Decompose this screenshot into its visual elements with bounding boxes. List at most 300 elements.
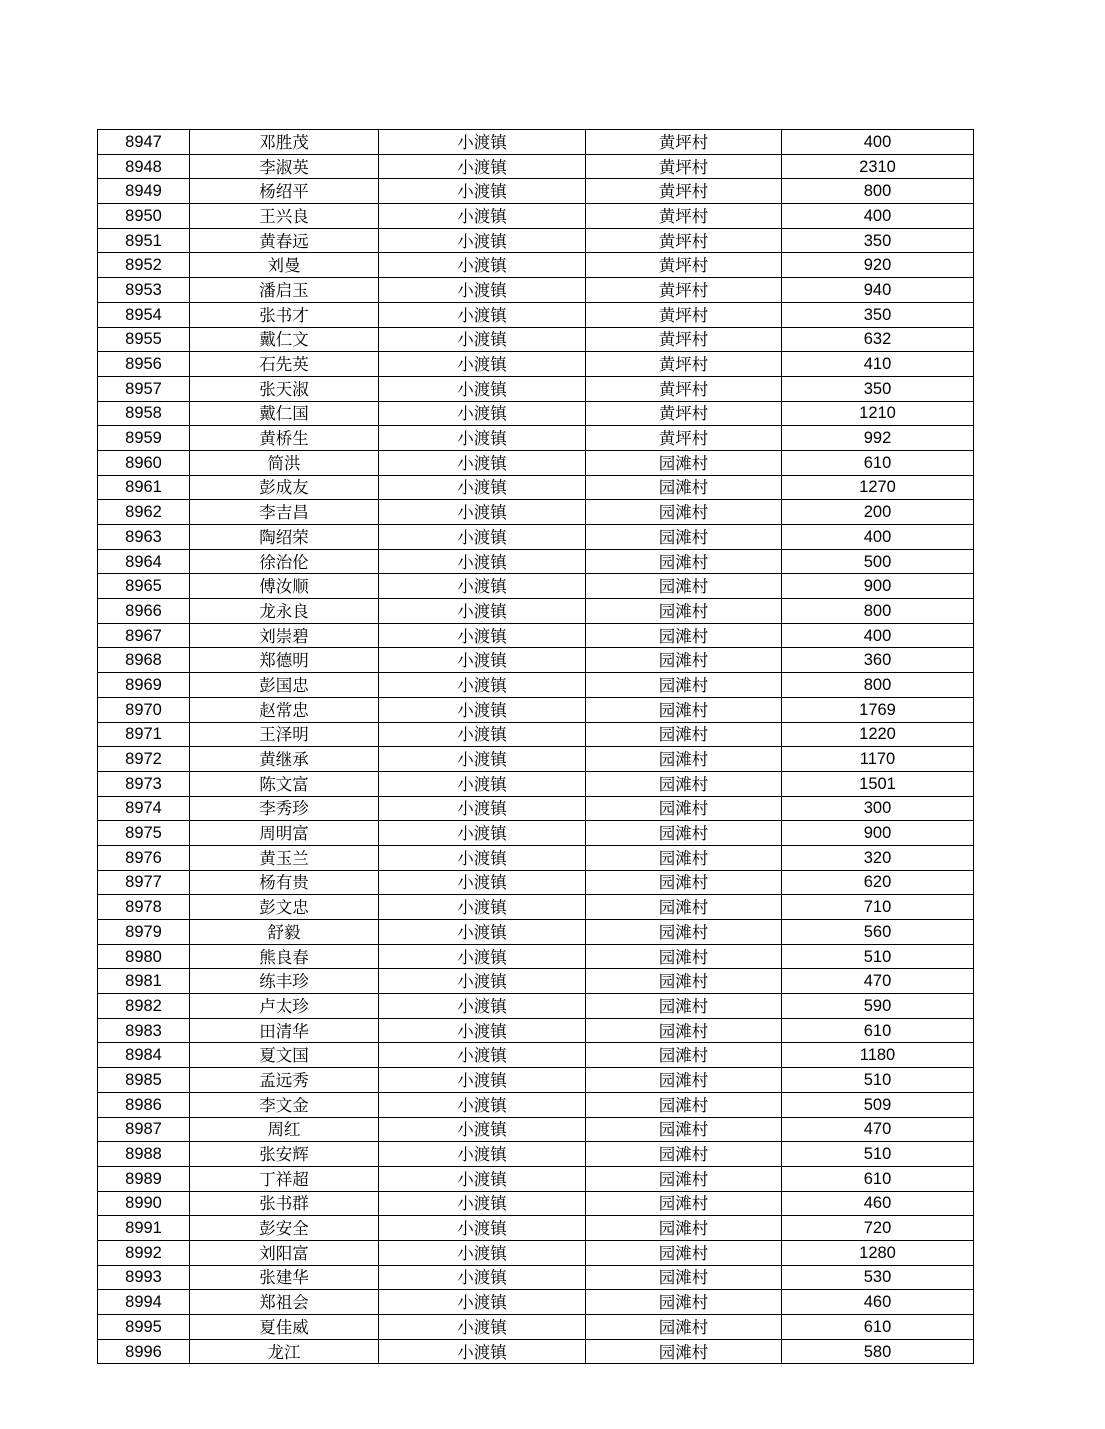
name-cell: 熊良春 bbox=[190, 944, 379, 969]
amount-cell: 360 bbox=[782, 648, 974, 673]
row-number-cell: 8963 bbox=[98, 525, 190, 550]
town-cell: 小渡镇 bbox=[379, 697, 586, 722]
table-row bbox=[98, 426, 974, 451]
name-cell: 徐治伦 bbox=[190, 549, 379, 574]
village-cell: 园滩村 bbox=[586, 1117, 782, 1142]
name-cell: 李文金 bbox=[190, 1092, 379, 1117]
row-number-cell: 8982 bbox=[98, 994, 190, 1019]
name-cell: 李秀珍 bbox=[190, 796, 379, 821]
amount-cell: 900 bbox=[782, 574, 974, 599]
amount-cell: 2310 bbox=[782, 154, 974, 179]
table-row bbox=[98, 401, 974, 426]
village-cell: 黄坪村 bbox=[586, 426, 782, 451]
amount-cell: 1769 bbox=[782, 697, 974, 722]
name-cell: 夏文国 bbox=[190, 1043, 379, 1068]
row-number-cell: 8987 bbox=[98, 1117, 190, 1142]
town-cell: 小渡镇 bbox=[379, 747, 586, 772]
name-cell: 夏佳威 bbox=[190, 1315, 379, 1340]
name-cell: 张书才 bbox=[190, 302, 379, 327]
name-cell: 龙永良 bbox=[190, 599, 379, 624]
village-cell: 园滩村 bbox=[586, 1339, 782, 1364]
amount-cell: 460 bbox=[782, 1290, 974, 1315]
village-cell: 园滩村 bbox=[586, 1142, 782, 1167]
table-row bbox=[98, 796, 974, 821]
town-cell: 小渡镇 bbox=[379, 1315, 586, 1340]
town-cell: 小渡镇 bbox=[379, 475, 586, 500]
row-number-cell: 8961 bbox=[98, 475, 190, 500]
row-number-cell: 8956 bbox=[98, 352, 190, 377]
village-cell: 园滩村 bbox=[586, 599, 782, 624]
town-cell: 小渡镇 bbox=[379, 327, 586, 352]
row-number-cell: 8964 bbox=[98, 549, 190, 574]
name-cell: 李淑英 bbox=[190, 154, 379, 179]
table-row bbox=[98, 1265, 974, 1290]
amount-cell: 300 bbox=[782, 796, 974, 821]
table-row bbox=[98, 549, 974, 574]
village-cell: 园滩村 bbox=[586, 821, 782, 846]
row-number-cell: 8962 bbox=[98, 500, 190, 525]
table-row bbox=[98, 253, 974, 278]
amount-cell: 632 bbox=[782, 327, 974, 352]
village-cell: 黄坪村 bbox=[586, 278, 782, 303]
amount-cell: 350 bbox=[782, 302, 974, 327]
name-cell: 陈文富 bbox=[190, 771, 379, 796]
village-cell: 园滩村 bbox=[586, 994, 782, 1019]
name-cell: 田清华 bbox=[190, 1018, 379, 1043]
table-row bbox=[98, 673, 974, 698]
row-number-cell: 8965 bbox=[98, 574, 190, 599]
row-number-cell: 8967 bbox=[98, 623, 190, 648]
village-cell: 园滩村 bbox=[586, 771, 782, 796]
row-number-cell: 8950 bbox=[98, 204, 190, 229]
table-row bbox=[98, 302, 974, 327]
amount-cell: 800 bbox=[782, 179, 974, 204]
village-cell: 黄坪村 bbox=[586, 154, 782, 179]
name-cell: 刘崇碧 bbox=[190, 623, 379, 648]
name-cell: 张天淑 bbox=[190, 376, 379, 401]
town-cell: 小渡镇 bbox=[379, 130, 586, 155]
table-row bbox=[98, 278, 974, 303]
table-row bbox=[98, 500, 974, 525]
town-cell: 小渡镇 bbox=[379, 944, 586, 969]
row-number-cell: 8979 bbox=[98, 920, 190, 945]
village-cell: 园滩村 bbox=[586, 920, 782, 945]
table-row bbox=[98, 994, 974, 1019]
row-number-cell: 8993 bbox=[98, 1265, 190, 1290]
town-cell: 小渡镇 bbox=[379, 722, 586, 747]
village-cell: 园滩村 bbox=[586, 944, 782, 969]
amount-cell: 940 bbox=[782, 278, 974, 303]
village-cell: 园滩村 bbox=[586, 747, 782, 772]
row-number-cell: 8958 bbox=[98, 401, 190, 426]
name-cell: 练丰珍 bbox=[190, 969, 379, 994]
village-cell: 黄坪村 bbox=[586, 376, 782, 401]
table-row bbox=[98, 944, 974, 969]
name-cell: 彭国忠 bbox=[190, 673, 379, 698]
amount-cell: 590 bbox=[782, 994, 974, 1019]
row-number-cell: 8978 bbox=[98, 895, 190, 920]
amount-cell: 320 bbox=[782, 845, 974, 870]
town-cell: 小渡镇 bbox=[379, 845, 586, 870]
name-cell: 黄玉兰 bbox=[190, 845, 379, 870]
town-cell: 小渡镇 bbox=[379, 525, 586, 550]
town-cell: 小渡镇 bbox=[379, 796, 586, 821]
row-number-cell: 8990 bbox=[98, 1191, 190, 1216]
village-cell: 园滩村 bbox=[586, 697, 782, 722]
town-cell: 小渡镇 bbox=[379, 574, 586, 599]
amount-cell: 1180 bbox=[782, 1043, 974, 1068]
table-row bbox=[98, 1068, 974, 1093]
amount-cell: 620 bbox=[782, 870, 974, 895]
amount-cell: 410 bbox=[782, 352, 974, 377]
name-cell: 邓胜茂 bbox=[190, 130, 379, 155]
amount-cell: 400 bbox=[782, 130, 974, 155]
table-row bbox=[98, 895, 974, 920]
name-cell: 刘曼 bbox=[190, 253, 379, 278]
row-number-cell: 8953 bbox=[98, 278, 190, 303]
row-number-cell: 8992 bbox=[98, 1240, 190, 1265]
town-cell: 小渡镇 bbox=[379, 821, 586, 846]
table-row bbox=[98, 1216, 974, 1241]
table-row bbox=[98, 969, 974, 994]
village-cell: 园滩村 bbox=[586, 969, 782, 994]
village-cell: 园滩村 bbox=[586, 500, 782, 525]
town-cell: 小渡镇 bbox=[379, 1339, 586, 1364]
row-number-cell: 8981 bbox=[98, 969, 190, 994]
amount-cell: 460 bbox=[782, 1191, 974, 1216]
row-number-cell: 8952 bbox=[98, 253, 190, 278]
row-number-cell: 8960 bbox=[98, 450, 190, 475]
row-number-cell: 8948 bbox=[98, 154, 190, 179]
row-number-cell: 8970 bbox=[98, 697, 190, 722]
table-row bbox=[98, 722, 974, 747]
name-cell: 周红 bbox=[190, 1117, 379, 1142]
table-row bbox=[98, 1092, 974, 1117]
village-cell: 园滩村 bbox=[586, 722, 782, 747]
village-cell: 园滩村 bbox=[586, 1068, 782, 1093]
village-cell: 黄坪村 bbox=[586, 179, 782, 204]
table-row bbox=[98, 771, 974, 796]
row-number-cell: 8976 bbox=[98, 845, 190, 870]
table-row bbox=[98, 1290, 974, 1315]
amount-cell: 610 bbox=[782, 450, 974, 475]
amount-cell: 800 bbox=[782, 599, 974, 624]
table-row bbox=[98, 327, 974, 352]
amount-cell: 200 bbox=[782, 500, 974, 525]
village-cell: 园滩村 bbox=[586, 549, 782, 574]
village-cell: 园滩村 bbox=[586, 1092, 782, 1117]
town-cell: 小渡镇 bbox=[379, 1240, 586, 1265]
row-number-cell: 8969 bbox=[98, 673, 190, 698]
table-row bbox=[98, 648, 974, 673]
town-cell: 小渡镇 bbox=[379, 771, 586, 796]
table-row bbox=[98, 870, 974, 895]
table-row bbox=[98, 574, 974, 599]
amount-cell: 350 bbox=[782, 228, 974, 253]
name-cell: 周明富 bbox=[190, 821, 379, 846]
amount-cell: 400 bbox=[782, 204, 974, 229]
row-number-cell: 8973 bbox=[98, 771, 190, 796]
amount-cell: 1210 bbox=[782, 401, 974, 426]
row-number-cell: 8971 bbox=[98, 722, 190, 747]
name-cell: 黄春远 bbox=[190, 228, 379, 253]
data-table bbox=[97, 129, 974, 1364]
table-row bbox=[98, 1166, 974, 1191]
table-row bbox=[98, 697, 974, 722]
town-cell: 小渡镇 bbox=[379, 1142, 586, 1167]
name-cell: 黄桥生 bbox=[190, 426, 379, 451]
row-number-cell: 8957 bbox=[98, 376, 190, 401]
amount-cell: 920 bbox=[782, 253, 974, 278]
name-cell: 赵常忠 bbox=[190, 697, 379, 722]
amount-cell: 1170 bbox=[782, 747, 974, 772]
town-cell: 小渡镇 bbox=[379, 673, 586, 698]
amount-cell: 900 bbox=[782, 821, 974, 846]
name-cell: 简洪 bbox=[190, 450, 379, 475]
row-number-cell: 8989 bbox=[98, 1166, 190, 1191]
town-cell: 小渡镇 bbox=[379, 1092, 586, 1117]
row-number-cell: 8977 bbox=[98, 870, 190, 895]
town-cell: 小渡镇 bbox=[379, 204, 586, 229]
row-number-cell: 8986 bbox=[98, 1092, 190, 1117]
amount-cell: 1220 bbox=[782, 722, 974, 747]
amount-cell: 530 bbox=[782, 1265, 974, 1290]
village-cell: 园滩村 bbox=[586, 525, 782, 550]
village-cell: 园滩村 bbox=[586, 1191, 782, 1216]
amount-cell: 610 bbox=[782, 1315, 974, 1340]
town-cell: 小渡镇 bbox=[379, 648, 586, 673]
village-cell: 园滩村 bbox=[586, 796, 782, 821]
village-cell: 园滩村 bbox=[586, 1166, 782, 1191]
village-cell: 园滩村 bbox=[586, 870, 782, 895]
row-number-cell: 8972 bbox=[98, 747, 190, 772]
amount-cell: 509 bbox=[782, 1092, 974, 1117]
row-number-cell: 8983 bbox=[98, 1018, 190, 1043]
table-row bbox=[98, 821, 974, 846]
table-row bbox=[98, 747, 974, 772]
amount-cell: 350 bbox=[782, 376, 974, 401]
town-cell: 小渡镇 bbox=[379, 1290, 586, 1315]
village-cell: 园滩村 bbox=[586, 1315, 782, 1340]
row-number-cell: 8959 bbox=[98, 426, 190, 451]
village-cell: 园滩村 bbox=[586, 1216, 782, 1241]
village-cell: 园滩村 bbox=[586, 1290, 782, 1315]
name-cell: 张安辉 bbox=[190, 1142, 379, 1167]
amount-cell: 470 bbox=[782, 1117, 974, 1142]
village-cell: 黄坪村 bbox=[586, 130, 782, 155]
table-row bbox=[98, 204, 974, 229]
name-cell: 傅汝顺 bbox=[190, 574, 379, 599]
amount-cell: 1280 bbox=[782, 1240, 974, 1265]
town-cell: 小渡镇 bbox=[379, 450, 586, 475]
town-cell: 小渡镇 bbox=[379, 1166, 586, 1191]
name-cell: 郑德明 bbox=[190, 648, 379, 673]
town-cell: 小渡镇 bbox=[379, 401, 586, 426]
village-cell: 园滩村 bbox=[586, 845, 782, 870]
town-cell: 小渡镇 bbox=[379, 1018, 586, 1043]
village-cell: 园滩村 bbox=[586, 673, 782, 698]
town-cell: 小渡镇 bbox=[379, 228, 586, 253]
amount-cell: 720 bbox=[782, 1216, 974, 1241]
amount-cell: 1270 bbox=[782, 475, 974, 500]
row-number-cell: 8954 bbox=[98, 302, 190, 327]
name-cell: 戴仁文 bbox=[190, 327, 379, 352]
amount-cell: 580 bbox=[782, 1339, 974, 1364]
town-cell: 小渡镇 bbox=[379, 302, 586, 327]
table-row bbox=[98, 1142, 974, 1167]
name-cell: 王兴良 bbox=[190, 204, 379, 229]
table-row bbox=[98, 130, 974, 155]
row-number-cell: 8984 bbox=[98, 1043, 190, 1068]
amount-cell: 510 bbox=[782, 1068, 974, 1093]
row-number-cell: 8985 bbox=[98, 1068, 190, 1093]
row-number-cell: 8974 bbox=[98, 796, 190, 821]
table-row bbox=[98, 920, 974, 945]
town-cell: 小渡镇 bbox=[379, 278, 586, 303]
table-row bbox=[98, 525, 974, 550]
village-cell: 黄坪村 bbox=[586, 352, 782, 377]
table-row bbox=[98, 352, 974, 377]
name-cell: 孟远秀 bbox=[190, 1068, 379, 1093]
amount-cell: 400 bbox=[782, 623, 974, 648]
table-row bbox=[98, 845, 974, 870]
town-cell: 小渡镇 bbox=[379, 376, 586, 401]
table-row bbox=[98, 599, 974, 624]
name-cell: 张建华 bbox=[190, 1265, 379, 1290]
town-cell: 小渡镇 bbox=[379, 920, 586, 945]
amount-cell: 500 bbox=[782, 549, 974, 574]
table-row bbox=[98, 228, 974, 253]
name-cell: 龙江 bbox=[190, 1339, 379, 1364]
village-cell: 园滩村 bbox=[586, 623, 782, 648]
amount-cell: 992 bbox=[782, 426, 974, 451]
name-cell: 张书群 bbox=[190, 1191, 379, 1216]
row-number-cell: 8968 bbox=[98, 648, 190, 673]
name-cell: 郑祖会 bbox=[190, 1290, 379, 1315]
town-cell: 小渡镇 bbox=[379, 599, 586, 624]
town-cell: 小渡镇 bbox=[379, 1216, 586, 1241]
row-number-cell: 8949 bbox=[98, 179, 190, 204]
town-cell: 小渡镇 bbox=[379, 994, 586, 1019]
row-number-cell: 8996 bbox=[98, 1339, 190, 1364]
name-cell: 杨有贵 bbox=[190, 870, 379, 895]
town-cell: 小渡镇 bbox=[379, 1191, 586, 1216]
town-cell: 小渡镇 bbox=[379, 426, 586, 451]
village-cell: 园滩村 bbox=[586, 475, 782, 500]
row-number-cell: 8947 bbox=[98, 130, 190, 155]
town-cell: 小渡镇 bbox=[379, 1265, 586, 1290]
village-cell: 黄坪村 bbox=[586, 401, 782, 426]
row-number-cell: 8975 bbox=[98, 821, 190, 846]
town-cell: 小渡镇 bbox=[379, 154, 586, 179]
name-cell: 潘启玉 bbox=[190, 278, 379, 303]
name-cell: 舒毅 bbox=[190, 920, 379, 945]
table-row bbox=[98, 1117, 974, 1142]
row-number-cell: 8988 bbox=[98, 1142, 190, 1167]
row-number-cell: 8991 bbox=[98, 1216, 190, 1241]
name-cell: 丁祥超 bbox=[190, 1166, 379, 1191]
name-cell: 王泽明 bbox=[190, 722, 379, 747]
amount-cell: 400 bbox=[782, 525, 974, 550]
village-cell: 园滩村 bbox=[586, 574, 782, 599]
town-cell: 小渡镇 bbox=[379, 352, 586, 377]
row-number-cell: 8995 bbox=[98, 1315, 190, 1340]
village-cell: 园滩村 bbox=[586, 895, 782, 920]
village-cell: 黄坪村 bbox=[586, 302, 782, 327]
village-cell: 园滩村 bbox=[586, 1043, 782, 1068]
name-cell: 杨绍平 bbox=[190, 179, 379, 204]
village-cell: 园滩村 bbox=[586, 1018, 782, 1043]
name-cell: 彭安全 bbox=[190, 1216, 379, 1241]
table-row bbox=[98, 154, 974, 179]
table-row bbox=[98, 179, 974, 204]
town-cell: 小渡镇 bbox=[379, 500, 586, 525]
row-number-cell: 8955 bbox=[98, 327, 190, 352]
village-cell: 黄坪村 bbox=[586, 253, 782, 278]
town-cell: 小渡镇 bbox=[379, 1117, 586, 1142]
village-cell: 园滩村 bbox=[586, 450, 782, 475]
name-cell: 戴仁国 bbox=[190, 401, 379, 426]
table-row bbox=[98, 1018, 974, 1043]
name-cell: 黄继承 bbox=[190, 747, 379, 772]
village-cell: 黄坪村 bbox=[586, 204, 782, 229]
table-row bbox=[98, 475, 974, 500]
name-cell: 卢太珍 bbox=[190, 994, 379, 1019]
row-number-cell: 8951 bbox=[98, 228, 190, 253]
name-cell: 陶绍荣 bbox=[190, 525, 379, 550]
amount-cell: 610 bbox=[782, 1018, 974, 1043]
village-cell: 园滩村 bbox=[586, 1240, 782, 1265]
town-cell: 小渡镇 bbox=[379, 549, 586, 574]
name-cell: 彭文忠 bbox=[190, 895, 379, 920]
name-cell: 李吉昌 bbox=[190, 500, 379, 525]
amount-cell: 610 bbox=[782, 1166, 974, 1191]
table-row bbox=[98, 1191, 974, 1216]
table-row bbox=[98, 376, 974, 401]
village-cell: 黄坪村 bbox=[586, 228, 782, 253]
amount-cell: 510 bbox=[782, 1142, 974, 1167]
table-row bbox=[98, 1043, 974, 1068]
town-cell: 小渡镇 bbox=[379, 1043, 586, 1068]
name-cell: 刘阳富 bbox=[190, 1240, 379, 1265]
table-body bbox=[98, 130, 974, 1364]
table-row bbox=[98, 623, 974, 648]
village-cell: 黄坪村 bbox=[586, 327, 782, 352]
name-cell: 彭成友 bbox=[190, 475, 379, 500]
table-row bbox=[98, 1339, 974, 1364]
town-cell: 小渡镇 bbox=[379, 1068, 586, 1093]
amount-cell: 560 bbox=[782, 920, 974, 945]
table-row bbox=[98, 450, 974, 475]
amount-cell: 470 bbox=[782, 969, 974, 994]
amount-cell: 710 bbox=[782, 895, 974, 920]
town-cell: 小渡镇 bbox=[379, 623, 586, 648]
town-cell: 小渡镇 bbox=[379, 969, 586, 994]
amount-cell: 1501 bbox=[782, 771, 974, 796]
town-cell: 小渡镇 bbox=[379, 895, 586, 920]
town-cell: 小渡镇 bbox=[379, 870, 586, 895]
table-row bbox=[98, 1240, 974, 1265]
table-row bbox=[98, 1315, 974, 1340]
name-cell: 石先英 bbox=[190, 352, 379, 377]
town-cell: 小渡镇 bbox=[379, 253, 586, 278]
town-cell: 小渡镇 bbox=[379, 179, 586, 204]
amount-cell: 510 bbox=[782, 944, 974, 969]
row-number-cell: 8966 bbox=[98, 599, 190, 624]
village-cell: 园滩村 bbox=[586, 1265, 782, 1290]
village-cell: 园滩村 bbox=[586, 648, 782, 673]
amount-cell: 800 bbox=[782, 673, 974, 698]
